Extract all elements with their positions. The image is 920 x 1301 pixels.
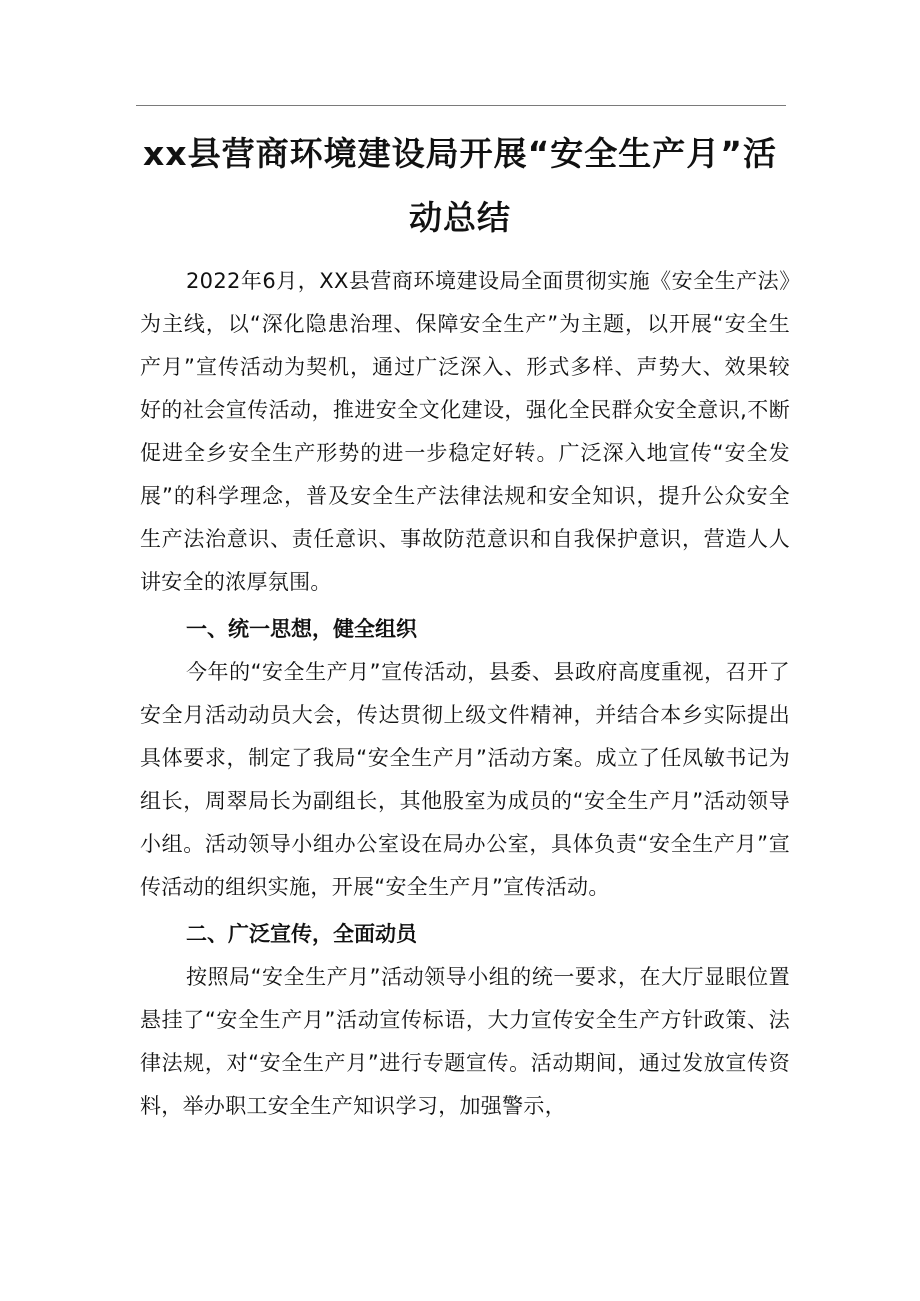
- paragraph-section-1: 今年的“安全生产月”宣传活动，县委、县政府高度重视，召开了安全月活动动员大会，传达贯彻上级文件精神，并结合本乡实际提出具体要求，制定了我局“安全生产月”活动方案。成立了任凤敏书记为组长，周翠局长为副组长，其他股室为成员的“安全生产月”活动领导小组。活动领导小组办公室设在局办公室，具体负责“安全生产月”宣传活动的组织实施，开展“安全生产月”宣传活动。: [140, 660, 790, 899]
- header-rule: [136, 105, 786, 106]
- paragraph-intro: 2022年6月，XX县营商环境建设局全面贯彻实施《安全生产法》为主线，以“深化隐患治理、保障安全生产”为主题，以开展“安全生产月”宣传活动为契机，通过广泛深入、形式多样、声势大、效果较好的社会宣传活动，推进安全文化建设，强化全民群众安全意识,不断促进全乡安全生产形势的进一步稳定好转。广泛深入地宣传“安全发展”的科学理念，普及安全生产法律法规和安全知识，提升公众安全生产法治意识、责任意识、事故防范意识和自我保护意识，营造人人讲安全的浓厚氛围。: [140, 269, 790, 594]
- section-heading-1: 一、统一思想，健全组织: [186, 617, 417, 641]
- document-title-line-2: 动总结: [409, 198, 511, 237]
- document-title-line-1: xx县营商环境建设局开展“安全生产月”活: [143, 134, 777, 173]
- section-heading-2: 二、广泛宣传，全面动员: [186, 922, 417, 946]
- document-body: [140, 260, 790, 1128]
- paragraph-section-2: 按照局“安全生产月”活动领导小组的统一要求，在大厅显眼位置悬挂了“安全生产月”活动宣传标语，大力宣传安全生产方针政策、法律法规，对“安全生产月”进行专题宣传。活动期间，通过发放宣传资料，举办职工安全生产知识学习，加强警示，: [140, 965, 790, 1118]
